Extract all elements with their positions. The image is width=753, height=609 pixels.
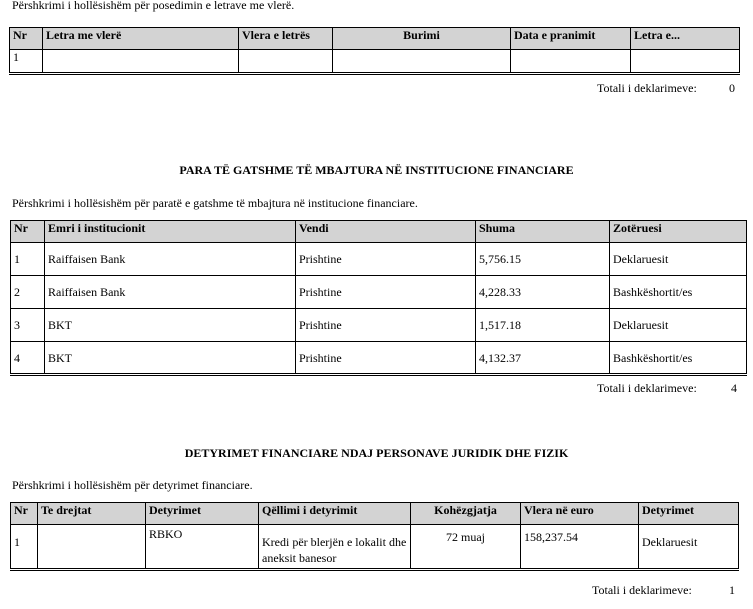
cell: 4,132.37	[476, 342, 610, 375]
col-nr: Nr	[11, 503, 38, 525]
col-data: Data e pranimit	[511, 28, 631, 50]
cell: 72 muaj	[411, 525, 521, 570]
col-shuma: Shuma	[476, 221, 610, 243]
cash-header-row	[11, 221, 747, 243]
cell: Prishtine	[296, 342, 476, 375]
cell: 5,756.15	[476, 243, 610, 276]
table-row	[11, 276, 747, 309]
col-nr: Nr	[11, 221, 45, 243]
cell: 1,517.18	[476, 309, 610, 342]
cell: Bashkëshortit/es	[610, 276, 747, 309]
cash-description: Përshkrimi i hollësishëm për paratë e gatshme të mbajtura në institucione financiare.	[12, 196, 418, 210]
letters-description: Përshkrimi i hollësishëm për posedimin e letrave me vlerë.	[12, 0, 295, 12]
cell	[38, 525, 146, 570]
cell: BKT	[45, 309, 296, 342]
cell: 3	[11, 309, 45, 342]
table-row	[11, 342, 747, 375]
col-burimi: Burimi	[333, 28, 511, 50]
cell: Prishtine	[296, 243, 476, 276]
col-institution: Emri i institucionit	[45, 221, 296, 243]
cash-total-value: 4	[731, 381, 737, 395]
cell: Kredi për blerjën e lokalit dhe aneksit banesor	[259, 525, 411, 570]
cell: Prishtine	[296, 309, 476, 342]
col-te-drejtat: Te drejtat	[38, 503, 146, 525]
cell	[239, 50, 333, 74]
table-row	[11, 525, 739, 570]
cell: Prishtine	[296, 276, 476, 309]
cell: 4,228.33	[476, 276, 610, 309]
col-letra-e: Letra e...	[631, 28, 740, 50]
table-row	[10, 50, 740, 74]
cell	[43, 50, 239, 74]
debts-total-label: Totali i deklarimeve:	[592, 583, 692, 597]
cell: 1	[11, 525, 38, 570]
cell	[511, 50, 631, 74]
letters-total-value: 0	[729, 81, 735, 95]
cell: Raiffaisen Bank	[45, 243, 296, 276]
cell: Bashkëshortit/es	[610, 342, 747, 375]
cash-section-title: PARA TË GATSHME TË MBAJTURA NË INSTITUCIONE FINANCIARE	[179, 163, 574, 177]
col-qellimi: Qëllimi i detyrimit	[259, 503, 411, 525]
cell	[631, 50, 740, 74]
letters-table	[9, 27, 740, 75]
letters-header-row	[10, 28, 740, 50]
col-nr: Nr	[10, 28, 43, 50]
letters-total-label: Totali i deklarimeve:	[597, 81, 697, 95]
debts-total-value: 1	[729, 583, 735, 597]
debts-header-row	[11, 503, 739, 525]
cash-table	[10, 220, 747, 376]
table-row	[11, 309, 747, 342]
cell: Deklaruesit	[610, 243, 747, 276]
cell: 158,237.54	[521, 525, 639, 570]
cell: BKT	[45, 342, 296, 375]
cell: 4	[11, 342, 45, 375]
cell: RBKO	[146, 525, 259, 570]
col-detyrimet-2: Detyrimet	[639, 503, 739, 525]
col-vendi: Vendi	[296, 221, 476, 243]
col-letra: Letra me vlerë	[43, 28, 239, 50]
cell	[333, 50, 511, 74]
table-row	[11, 243, 747, 276]
col-vlera: Vlera në euro	[521, 503, 639, 525]
cell: 1	[10, 50, 43, 74]
cell: Deklaruesit	[610, 309, 747, 342]
debts-table	[10, 502, 739, 571]
cash-total-label: Totali i deklarimeve:	[597, 381, 697, 395]
cell: 2	[11, 276, 45, 309]
cell: Deklaruesit	[639, 525, 739, 570]
cell: 1	[11, 243, 45, 276]
col-vlera: Vlera e letrës	[239, 28, 333, 50]
debts-section-title: DETYRIMET FINANCIARE NDAJ PERSONAVE JURIDIK DHE FIZIK	[184, 446, 569, 460]
col-zoteruesi: Zotëruesi	[610, 221, 747, 243]
cell: Raiffaisen Bank	[45, 276, 296, 309]
debts-description: Përshkrimi i hollësishëm për detyrimet financiare.	[12, 478, 253, 492]
col-kohezgjatja: Kohëzgjatja	[411, 503, 521, 525]
col-detyrimet: Detyrimet	[146, 503, 259, 525]
